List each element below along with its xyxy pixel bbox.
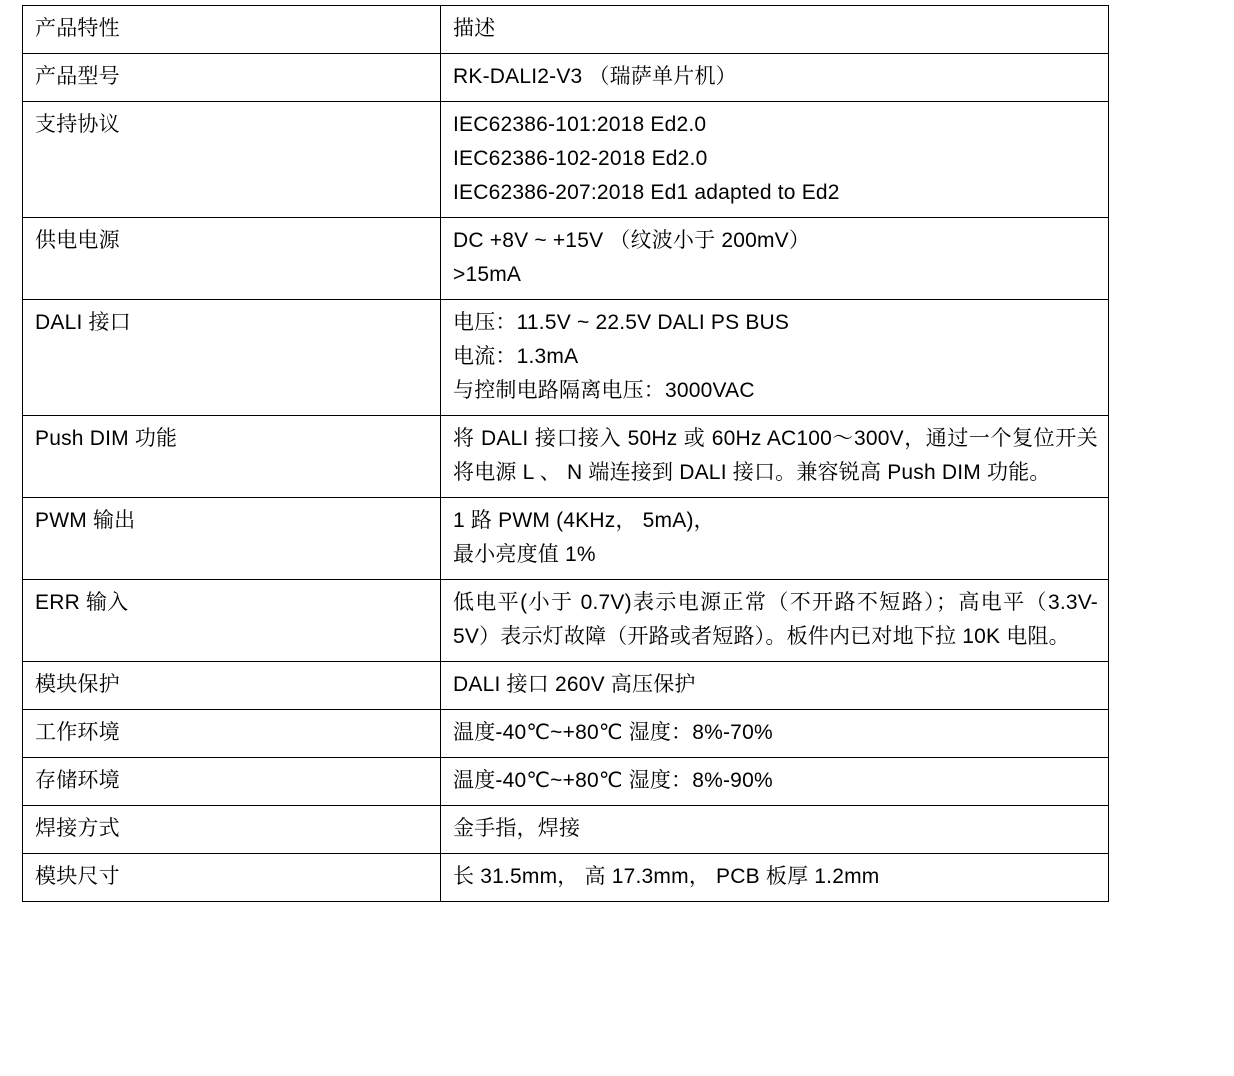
cell-feature: 工作环境: [23, 710, 441, 758]
table-header-row: [23, 6, 1109, 54]
desc-line: IEC62386-102-2018 Ed2.0: [453, 147, 708, 171]
cell-feature: 模块保护: [23, 662, 441, 710]
cell-feature: 存储环境: [23, 758, 441, 806]
desc-line: 温度-40℃~+80℃ 湿度：8%-70%: [453, 721, 773, 745]
document-page: [0, 5, 1234, 1076]
header-cell-feature: 产品特性: [23, 6, 441, 54]
table-body: [23, 6, 1109, 902]
table-row: [23, 580, 1109, 662]
table-row: [23, 758, 1109, 806]
cell-description: [441, 806, 1109, 854]
cell-description: [441, 300, 1109, 416]
header-cell-description: 描述: [441, 6, 1109, 54]
desc-line: IEC62386-207:2018 Ed1 adapted to Ed2: [453, 181, 840, 205]
desc-line: 1 路 PWM (4KHz， 5mA)，: [453, 509, 715, 533]
cell-feature: ERR 输入: [23, 580, 441, 662]
desc-line: 电流：1.3mA: [453, 345, 579, 369]
desc-line: >15mA: [453, 263, 522, 287]
cell-description: [441, 54, 1109, 102]
desc-line: RK-DALI2-V3 （瑞萨单片机）: [453, 65, 737, 89]
table-row: [23, 54, 1109, 102]
desc-line: 将 DALI 接口接入 50Hz 或 60Hz AC100～300V，通过一个复位开关将电源 L 、 N 端连接到 DALI 接口。兼容锐高 Push DIM 功能。: [453, 427, 1098, 485]
desc-line: DALI 接口 260V 高压保护: [453, 673, 696, 697]
cell-description: [441, 854, 1109, 902]
cell-feature: PWM 输出: [23, 498, 441, 580]
cell-feature: DALI 接口: [23, 300, 441, 416]
table-row: [23, 416, 1109, 498]
cell-feature: Push DIM 功能: [23, 416, 441, 498]
desc-line: IEC62386-101:2018 Ed2.0: [453, 113, 707, 137]
table-row: [23, 300, 1109, 416]
table-row: [23, 498, 1109, 580]
desc-line: DC +8V ~ +15V （纹波小于 200mV）: [453, 229, 811, 253]
table-row: [23, 662, 1109, 710]
table-row: [23, 218, 1109, 300]
desc-line: 低电平(小于 0.7V)表示电源正常（不开路不短路）；高电平（3.3V-5V）表示灯故障（开路或者短路）。板件内已对地下拉 10K 电阻。: [453, 591, 1098, 649]
cell-feature: 模块尺寸: [23, 854, 441, 902]
cell-description: [441, 218, 1109, 300]
cell-feature: 支持协议: [23, 102, 441, 218]
cell-description: [441, 498, 1109, 580]
cell-description: [441, 580, 1109, 662]
cell-feature: 产品型号: [23, 54, 441, 102]
cell-description: [441, 758, 1109, 806]
cell-description: [441, 710, 1109, 758]
cell-description: [441, 102, 1109, 218]
table-row: [23, 102, 1109, 218]
cell-description: [441, 416, 1109, 498]
cell-feature: 供电电源: [23, 218, 441, 300]
table-row: [23, 806, 1109, 854]
desc-line: 与控制电路隔离电压：3000VAC: [453, 379, 755, 403]
cell-feature: 焊接方式: [23, 806, 441, 854]
product-specification-table: [22, 5, 1109, 902]
cell-description: [441, 662, 1109, 710]
desc-line: 最小亮度值 1%: [453, 543, 596, 567]
desc-line: 金手指，焊接: [453, 817, 581, 841]
desc-line: 长 31.5mm， 高 17.3mm， PCB 板厚 1.2mm: [453, 865, 880, 889]
desc-line: 电压：11.5V ~ 22.5V DALI PS BUS: [453, 311, 790, 335]
table-row: [23, 710, 1109, 758]
table-row: [23, 854, 1109, 902]
desc-line: 温度-40℃~+80℃ 湿度：8%-90%: [453, 769, 773, 793]
